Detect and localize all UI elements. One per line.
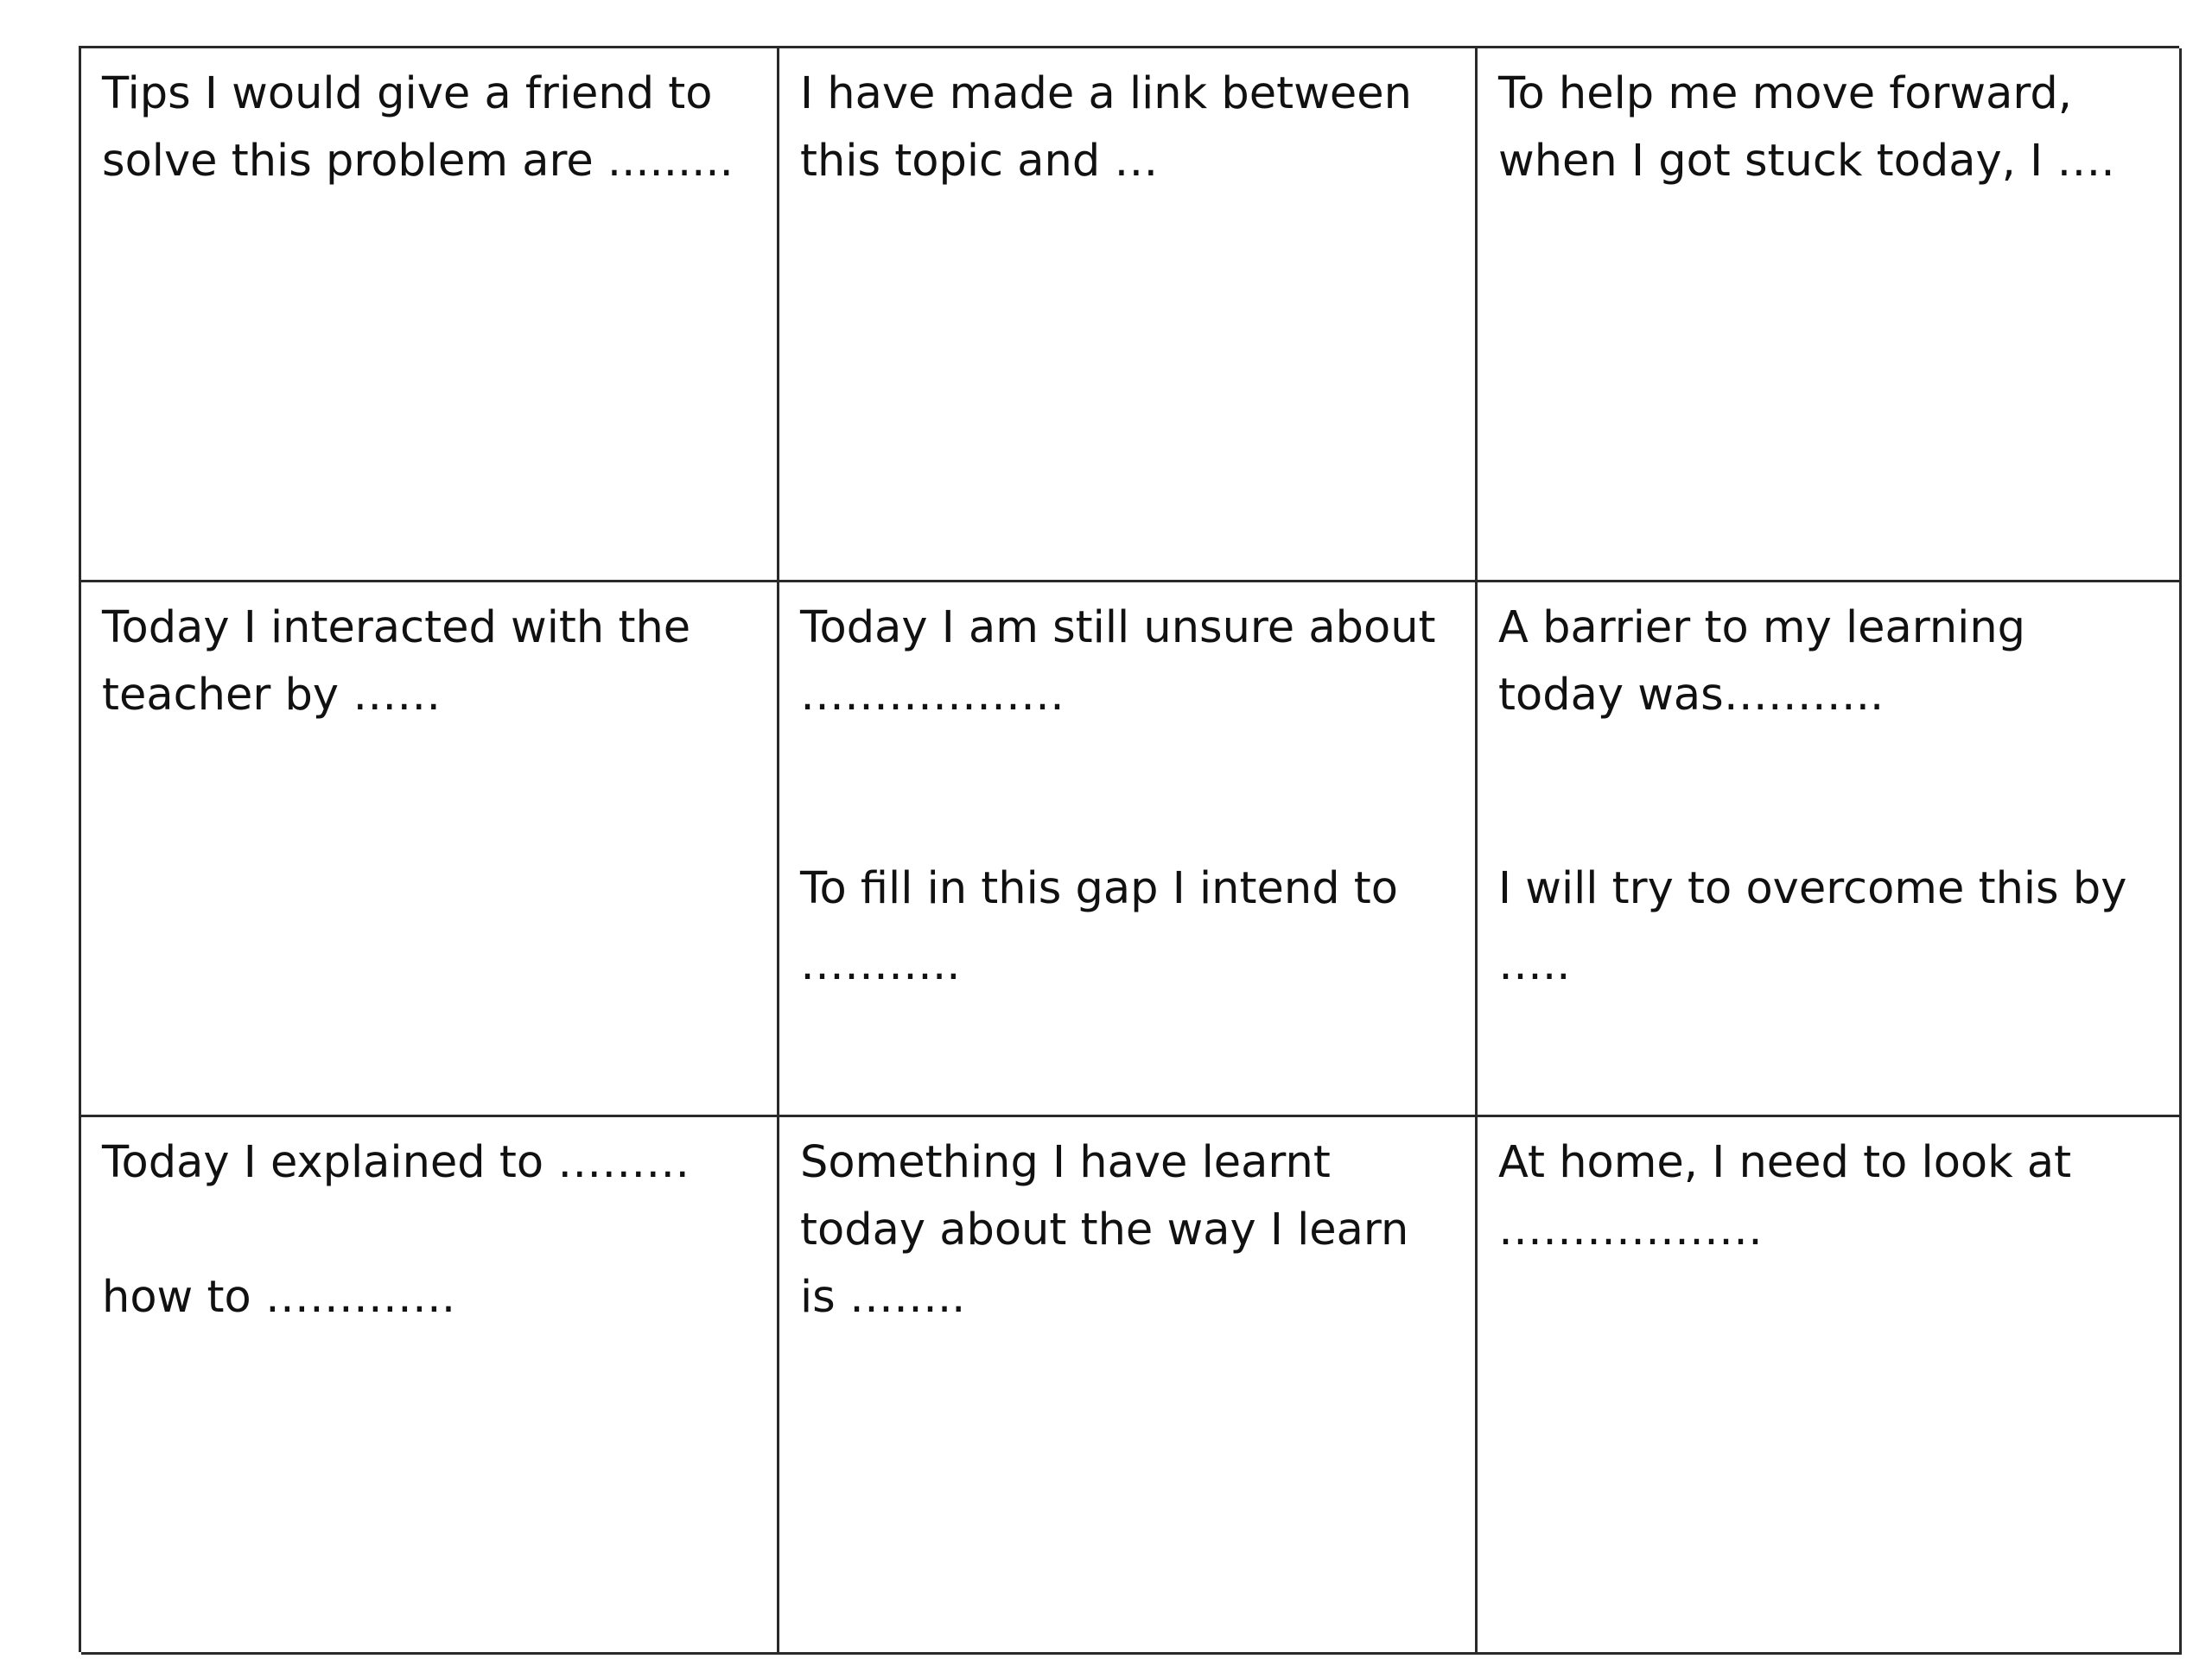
cell-text-line: is ……..	[800, 1272, 966, 1323]
cell-home-study	[1478, 1117, 2182, 1655]
cell-text-line: teacher by ……	[102, 670, 442, 721]
cell-dots-line: …..	[1498, 939, 1571, 990]
cell-dots-line: ………..	[800, 939, 961, 990]
cell-still-unsure	[779, 582, 1478, 1117]
cell-teacher-interaction	[81, 582, 779, 1117]
cell-text-line: when I got stuck today, I ….	[1498, 136, 2115, 187]
cell-text-line: today about the way I learn	[800, 1205, 1409, 1255]
cell-learnt-about-learning	[779, 1117, 1478, 1655]
cell-blank-line	[800, 797, 1458, 855]
cell-blank-line	[1498, 729, 2162, 797]
cell-text-line: how to ………….	[102, 1272, 456, 1323]
cell-blank-line	[102, 1197, 760, 1264]
cell-text-line: To fill in this gap I intend to	[800, 863, 1398, 914]
cell-text-line: this topic and …	[800, 136, 1159, 187]
cell-explained-to	[81, 1117, 779, 1655]
cell-topic-link	[779, 48, 1478, 582]
reflection-grid	[79, 46, 2179, 1652]
cell-blank-line	[800, 729, 1458, 797]
cell-text-line: Today I am still unsure about	[800, 602, 1436, 653]
cell-blank-line	[1498, 797, 2162, 855]
cell-text-line: At home, I need to look at	[1498, 1137, 2072, 1188]
cell-learning-barrier	[1478, 582, 2182, 1117]
cell-text-line: today was………..	[1498, 670, 1885, 721]
cell-dots-line: ………………	[800, 670, 1065, 721]
cell-text-line: solve this problem are .........	[102, 136, 734, 187]
cell-text-line: A barrier to my learning	[1498, 602, 2026, 653]
cell-text-line: Today I explained to ………	[102, 1137, 690, 1188]
cell-text-line: Tips I would give a friend to	[102, 68, 713, 119]
cell-text-line: I will try to overcome this by	[1498, 863, 2127, 914]
cell-text-line: Today I interacted with the	[102, 602, 691, 653]
cell-move-forward	[1478, 48, 2182, 582]
cell-text-line: I have made a link between	[800, 68, 1412, 119]
cell-text-line: To help me move forward,	[1498, 68, 2073, 119]
cell-dots-line: ………………	[1498, 1205, 1763, 1255]
cell-tips-for-friend	[81, 48, 779, 582]
cell-text-line: Something I have learnt	[800, 1137, 1331, 1188]
